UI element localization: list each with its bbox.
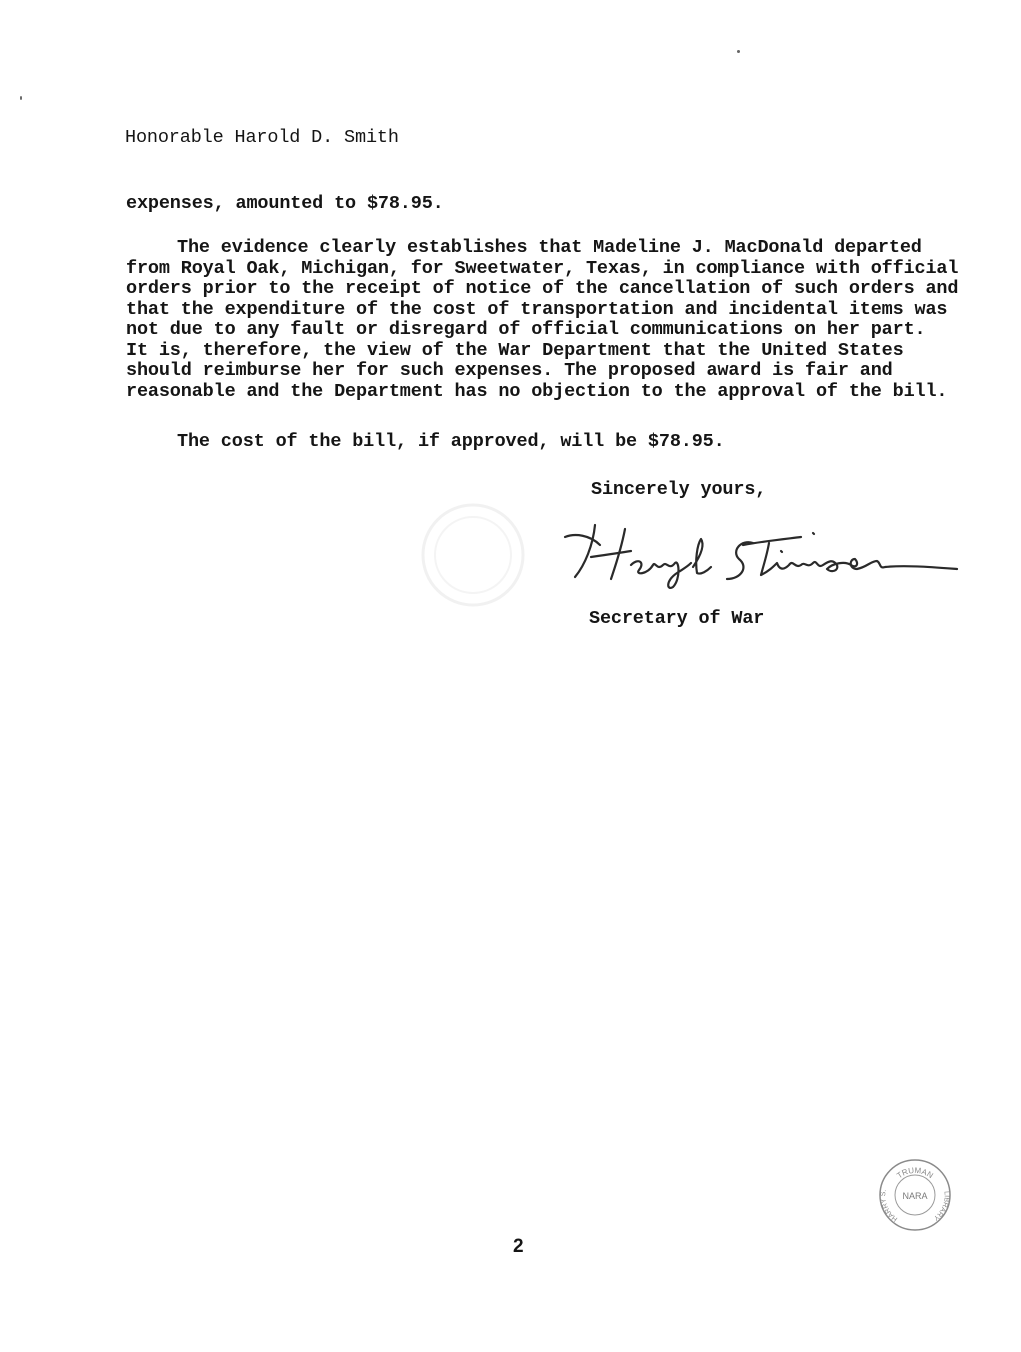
salutation: Honorable Harold D. Smith: [125, 127, 399, 148]
signer-title: Secretary of War: [589, 608, 765, 629]
stamp-top-text: TRUMAN: [895, 1165, 935, 1181]
stamp-left-text: HARRY S.: [880, 1188, 900, 1223]
closing-line: Sincerely yours,: [591, 479, 767, 500]
paragraph-line: The evidence clearly establishes that Madeline J. MacDonald departed: [177, 237, 922, 258]
paragraph-line: from Royal Oak, Michigan, for Sweetwater, Texas, in compliance with official: [126, 257, 959, 279]
paper-speck: [20, 96, 22, 100]
paragraph-line: not due to any fault or disregard of official communications on her part.: [126, 319, 926, 340]
stamp-center-text: NARA: [902, 1191, 928, 1201]
paper-speck: [737, 50, 740, 53]
body-paragraph: [126, 238, 958, 402]
cost-statement: The cost of the bill, if approved, will be $78.95.: [177, 431, 725, 452]
stamp-right-text: LIBRARY: [932, 1190, 950, 1222]
paragraph-line: reasonable and the Department has no objection to the approval of the bill.: [126, 380, 948, 402]
paragraph-line: orders prior to the receipt of notice of the cancellation of such orders and: [126, 278, 959, 299]
paragraph-line: It is, therefore, the view of the War Department that the United States: [126, 339, 904, 361]
page-number: 2: [513, 1236, 524, 1257]
continued-sentence: expenses, amounted to $78.95.: [126, 193, 444, 214]
handwritten-signature: [555, 515, 965, 595]
library-stamp: [878, 1158, 952, 1232]
faint-seal-watermark: [418, 500, 528, 610]
paragraph-line: that the expenditure of the cost of transportation and incidental items was: [126, 298, 948, 320]
paragraph-line: should reimburse her for such expenses. The proposed award is fair and: [126, 360, 893, 381]
